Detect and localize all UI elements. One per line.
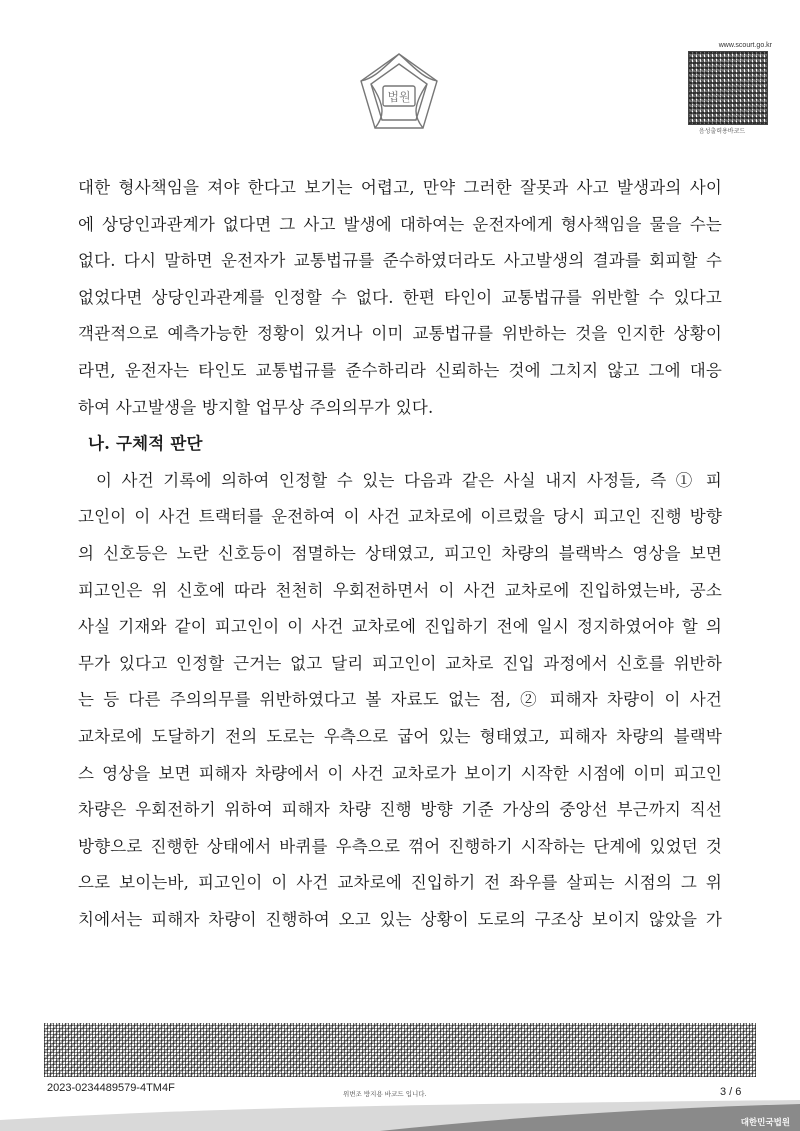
text-line: 객관적으로 예측가능한 정황이 있거나 이미 교통법규를 위반하는 것을 인지한 상황이 <box>78 324 722 344</box>
qr-code-area <box>672 42 772 135</box>
text-line: 없었다면 상당인과관계를 인정할 수 없다. 한편 타인이 교통법규를 위반할 수 있다고 <box>78 287 722 307</box>
anti-forgery-barcode <box>44 1023 756 1077</box>
text-line: 피고인은 위 신호에 따라 천천히 우회전하면서 이 사건 교차로에 진입하였는바, 공소 <box>78 580 722 600</box>
document-id: 2023-0234489579-4TM4F <box>47 1082 175 1094</box>
text-line: 방향으로 진행한 상태에서 바퀴를 우측으로 꺾어 진행하기 시작하는 단계에 있었던 것 <box>78 836 722 856</box>
text-line: 에 상당인과관계가 없다면 그 사고 발생에 대하여는 운전자에게 형사책임을 물을 수는 <box>78 214 722 234</box>
text-line: 교차로에 도달하기 전의 도로는 우측으로 굽어 있는 형태였고, 피해자 차량의 블랙박 <box>78 726 722 746</box>
section-heading: 나. 구체적 판단 <box>88 434 203 454</box>
emblem-text: 법원 <box>387 90 411 104</box>
text-line: 으로 보이는바, 피고인이 이 사건 교차로에 진입하기 전 좌우를 살피는 시점의 그 위 <box>78 873 722 893</box>
text-line: 이 사건 기록에 의하여 인정할 수 있는 다음과 같은 사실 내지 사정들, 즉 ① 피 <box>96 470 722 490</box>
text-line: 무가 있다고 인정할 근거는 없고 달리 피고인이 교차로 진입 과정에서 신호를 위반하 <box>78 653 722 673</box>
text-line: 차량은 우회전하기 위하여 피해자 차량 진행 방향 기준 가상의 중앙선 부근까지 직선 <box>78 800 722 820</box>
text-line: 없다. 다시 말하면 운전자가 교통법규를 준수하였더라도 사고발생의 결과를 회피할 수 <box>78 251 722 271</box>
tamper-note: 위변조 방지용 바코드 입니다. <box>343 1090 427 1098</box>
qr-code <box>688 51 768 125</box>
text-line: 스 영상을 보면 피해자 차량에서 이 사건 교차로가 보이기 시작한 시점에 이미 피고인 <box>78 763 722 783</box>
court-name: 대한민국법원 <box>740 1118 790 1128</box>
document-body <box>78 170 722 938</box>
text-line: 라면, 운전자는 타인도 교통법규를 준수하리라 신뢰하는 것에 그치지 않고 그에 대응 <box>78 360 722 380</box>
court-emblem <box>353 48 445 140</box>
text-line: 대한 형사책임을 져야 한다고 보기는 어렵고, 만약 그러한 잘못과 사고 발생과의 사이 <box>78 178 722 197</box>
page-number: 3 / 6 <box>720 1086 742 1098</box>
text-line: 고인이 이 사건 트랙터를 운전하여 이 사건 교차로에 이르렀을 당시 피고인 진행 방향 <box>78 507 722 527</box>
footer-band <box>0 1100 800 1131</box>
text-line: 사실 기재와 같이 피고인이 이 사건 교차로에 진입하기 전에 일시 정지하였어야 할 의 <box>78 617 722 637</box>
qr-caption: 음성출력용바코드 <box>698 128 746 135</box>
text-line: 치에서는 피해자 차량이 진행하여 오고 있는 상황이 도로의 구조상 보이지 않았을 가 <box>78 909 722 929</box>
text-line: 하여 사고발생을 방지할 업무상 주의의무가 있다. <box>78 397 434 417</box>
text-line: 의 신호등은 노란 신호등이 점멸하는 상태였고, 피고인 차량의 블랙박스 영상을 보면 <box>78 543 722 563</box>
text-line: 는 등 다른 주의의무를 위반하였다고 볼 자료도 없는 점, ② 피해자 차량이 이 사건 <box>78 690 722 710</box>
qr-url: www.scourt.go.kr <box>718 42 772 49</box>
